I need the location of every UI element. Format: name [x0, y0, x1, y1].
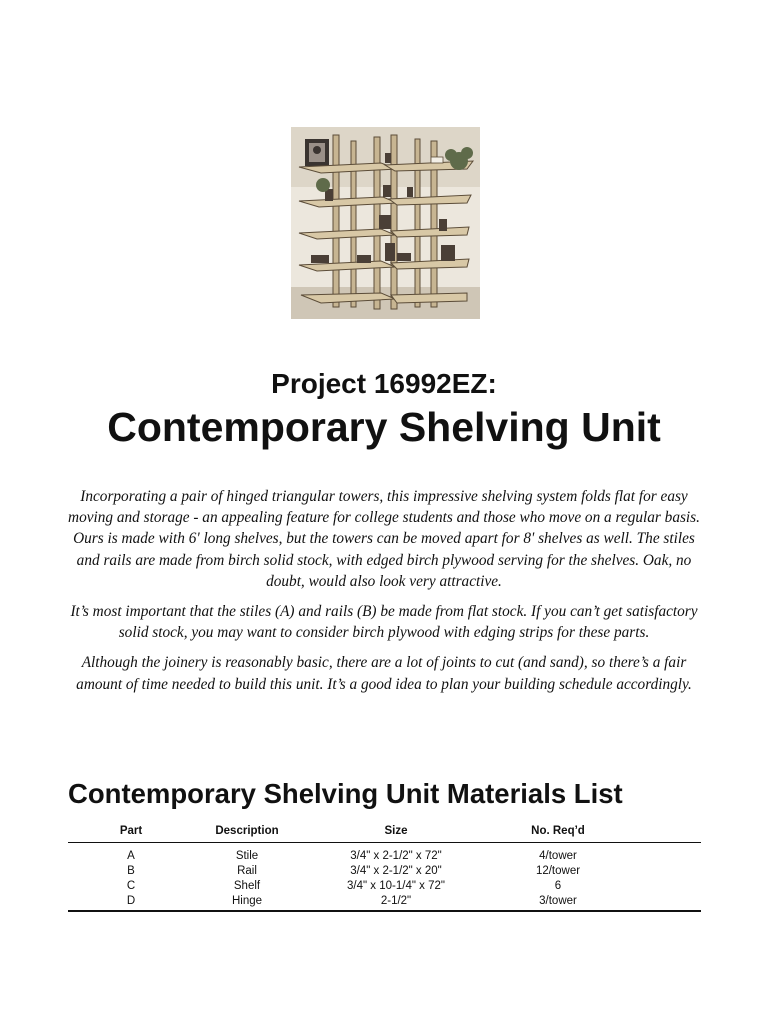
paragraph-intro: Incorporating a pair of hinged triangular towers, this impressive shelving system folds flat for easy moving and storage - an appealing feature for college students and those who move on a regular basis. Ours is made with 6' long shelves, but the towers can be moved apart for 8' shelves as well. The stiles and rails are made from birch solid stock, with edged birch plywood serving for the shelves. Oak, no doubt, would also look very attractive. [68, 488, 700, 590]
project-number: Project 16992EZ: [271, 368, 497, 399]
cell-number-required: 6 [554, 880, 562, 892]
cell-description: Rail [237, 865, 257, 877]
shelving-photo-illustration [291, 127, 480, 319]
cell-part: D [68, 894, 194, 911]
cell-size: 3/4" x 2-1/2" x 72" [350, 850, 442, 862]
cell-size: 3/4" x 10-1/4" x 72" [347, 880, 445, 892]
column-header-spacer [624, 822, 701, 843]
column-header-size: Size [300, 822, 492, 843]
shelving-unit-photo [291, 127, 480, 319]
cell-number-required: 3/tower [492, 894, 624, 911]
table-row [68, 864, 701, 879]
page-title: Contemporary Shelving Unit [107, 404, 661, 450]
cell-part: B [127, 865, 135, 877]
cell-spacer [624, 879, 701, 894]
paragraph-stock-note: It’s most important that the stiles (A) and rails (B) be made from flat stock. If you can’t get satisfactory solid stock, you may want to consider birch plywood with edging strips for these parts. [70, 603, 698, 642]
materials-table [68, 822, 701, 912]
cell-description: Shelf [233, 880, 261, 892]
table-row [68, 894, 701, 911]
table-row [68, 843, 701, 865]
cell-size: 2-1/2" [300, 894, 492, 911]
cell-description: Hinge [194, 894, 300, 911]
title-block [0, 366, 768, 452]
cell-part: A [127, 850, 135, 862]
cell-spacer [624, 843, 701, 865]
cell-description: Stile [235, 850, 259, 862]
table-header-row [68, 822, 701, 843]
table-row [68, 879, 701, 894]
cell-spacer [624, 894, 701, 911]
project-description [68, 486, 700, 704]
column-header-part: Part [68, 822, 194, 843]
cell-part: C [126, 880, 136, 892]
paragraph-joinery-note: Although the joinery is reasonably basic, there are a lot of joints to cut (and sand), so there’s a fair amount of time needed to build this unit. It’s a good idea to plan your building schedule accordingly. [76, 654, 692, 693]
column-header-description: Description [194, 822, 300, 843]
materials-heading: Contemporary Shelving Unit Materials List [68, 778, 623, 809]
cell-number-required: 12/tower [535, 865, 581, 877]
column-header-number-required: No. Req’d [492, 822, 624, 843]
cell-size: 3/4" x 2-1/2" x 20" [350, 865, 442, 877]
cell-number-required: 4/tower [539, 850, 577, 862]
cell-spacer [624, 864, 701, 879]
